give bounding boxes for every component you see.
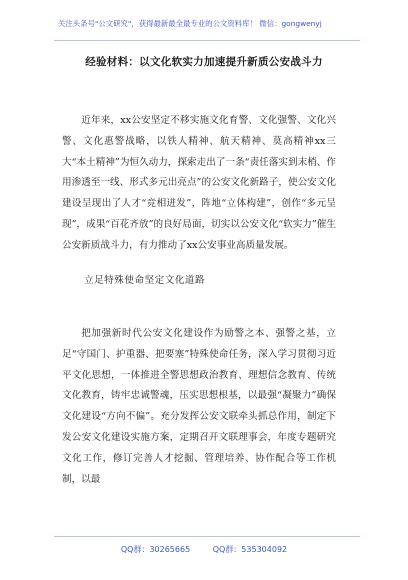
footer-qq-group-1: QQ群：30265665 — [120, 545, 191, 554]
section-heading: 立足特殊使命坚定文化道路 — [84, 275, 206, 286]
footer — [0, 544, 408, 555]
footer-qq-group-2: QQ群：535304092 — [212, 545, 288, 554]
document-title: 经验材料：以文化软实力加速提升新质公安战斗力 — [85, 56, 323, 68]
body-paragraph-2-container — [62, 324, 336, 490]
footer-divider — [54, 536, 360, 537]
header-banner: 关注头条号"公文研究"，获得最新最全最专业的公文资料库！ 微信：gongwenyj — [58, 19, 322, 28]
body-paragraph-1-container — [62, 111, 336, 257]
header-divider — [54, 40, 360, 41]
body-paragraph-1: 近年来，xx公安坚定不移实施文化育警、文化强警、文化兴警、文化惠警战略，以铁人精神、航天精神、莫高精神xx三大“本土精神”为恒久动力，探索走出了一条“责任落实到末梢、作用渗透至一线、形式多元出亮点”的公安文化新路子，使公安文化建设呈现出了人才“竞相迸发”，阵地“立体构建”，创作“多元呈现”，成果“百花齐放”的良好局面，切实以公安文化“软实力”催生公安新质战斗力，有力推动了xx公安事业高质量发展。 — [62, 115, 336, 251]
body-paragraph-2: 把加强新时代公安文化建设作为励警之本、强警之基，立足“守国门、护重器、把要塞”特殊使命任务，深入学习贯彻习近平文化思想，一体推进全警思想政治教育、理想信念教育、传统文化教育，铸牢忠诚警魂，压实思想根基，以最强“凝聚力”确保文化建设“方向不偏”。充分发挥公安文联牵头抓总作用，制定下发公安文化建设实施方案，定期召开文联理事会，年度专题研究文化工作，修订完善人才挖掘、管理培养、协作配合等工作机制，以最 — [62, 328, 336, 485]
